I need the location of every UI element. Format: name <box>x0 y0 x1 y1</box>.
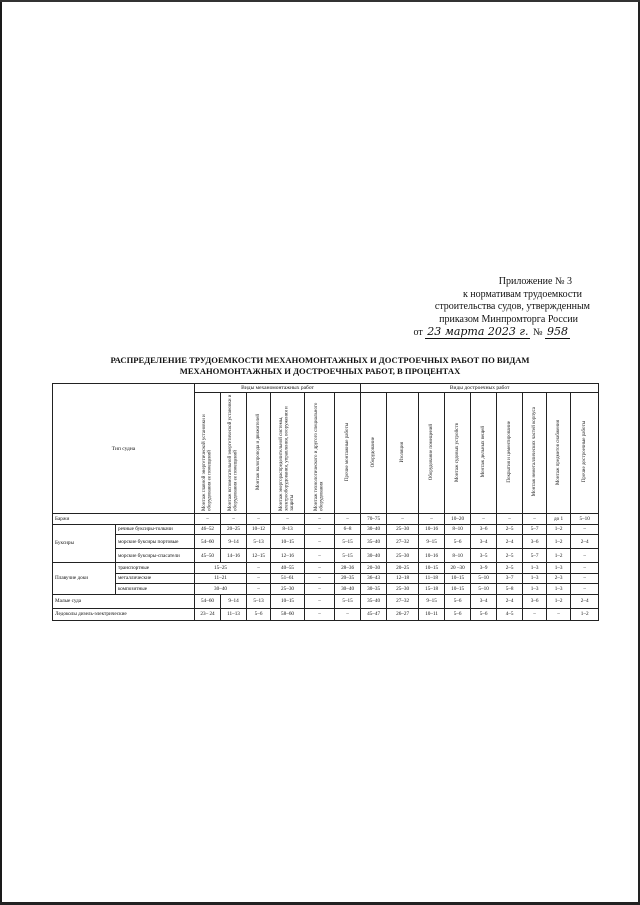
column-header: Монтаж валопровода и движителей <box>247 393 271 514</box>
table-cell: 5–15 <box>335 535 361 549</box>
table-cell: 12–18 <box>387 573 419 584</box>
table-cell: 23– 24 <box>195 608 221 620</box>
table-cell: 5–15 <box>335 549 361 563</box>
table-cell: – <box>497 514 523 525</box>
table-cell: – <box>305 594 335 608</box>
row-sub-label: композитные <box>116 584 195 595</box>
table-row <box>53 514 599 525</box>
mech-works-group-header: Виды механомонтажных работ <box>195 384 361 393</box>
appendix-line-1: Приложение № 3 <box>498 276 572 287</box>
table-cell: 5–13 <box>247 594 271 608</box>
table-cell: 20–35 <box>335 573 361 584</box>
table-cell: 9–14 <box>221 535 247 549</box>
table-cell: 2–4 <box>571 535 599 549</box>
table-cell: – <box>305 584 335 595</box>
column-header: Монтаж технологического и другого специального оборудования <box>305 393 335 514</box>
table-cell: 20–25 <box>387 563 419 574</box>
table-cell: 30–40 <box>361 524 387 535</box>
page-left-edge <box>0 0 2 905</box>
table-cell: 2–5 <box>497 563 523 574</box>
table-cell-merged: 11–21 <box>195 573 247 584</box>
table-cell: – <box>305 573 335 584</box>
row-group-label: Плавучие доки <box>53 563 116 595</box>
row-label: Малые суда <box>53 594 195 608</box>
column-header: Прочие достроечные работы <box>571 393 599 514</box>
table-cell: – <box>571 549 599 563</box>
finishing-works-group-header: Виды достроечных работ <box>361 384 599 393</box>
appendix-header <box>400 276 590 340</box>
table-cell: – <box>305 514 335 525</box>
table-cell: 1–2 <box>547 535 571 549</box>
table-cell: 5–7 <box>523 524 547 535</box>
table-cell: 40–55 <box>271 563 305 574</box>
column-header: Монтаж энергораспределительной системы, электрооборудования, управления, вооружения и защиты <box>271 393 305 514</box>
table-cell: 30–40 <box>335 584 361 595</box>
table-cell: – <box>387 514 419 525</box>
table-row <box>53 563 599 574</box>
table-cell: 45–47 <box>361 608 387 620</box>
table-cell: – <box>247 573 271 584</box>
table-cell: 54–60 <box>195 535 221 549</box>
table-row <box>53 608 599 620</box>
table-cell: 1–3 <box>523 584 547 595</box>
table-cell: – <box>247 563 271 574</box>
table-cell: 46–52 <box>195 524 221 535</box>
table-cell: 5–8 <box>497 584 523 595</box>
table-row <box>53 584 599 595</box>
row-label: Баржи <box>53 514 195 525</box>
table-cell-merged: 15–25 <box>195 563 247 574</box>
table-cell: 1–3 <box>523 573 547 584</box>
table-cell: – <box>571 524 599 535</box>
row-sub-label: речные буксиры-толкачи <box>116 524 195 535</box>
table-cell: – <box>247 584 271 595</box>
table-cell: 20–30 <box>361 563 387 574</box>
distribution-table <box>52 383 599 621</box>
column-header: Изоляция <box>387 393 419 514</box>
table-cell: 58–60 <box>271 608 305 620</box>
column-header: Монтаж вспомогательной энергетической установки и оборудования ее помещений <box>221 393 247 514</box>
table-cell: 6–8 <box>335 524 361 535</box>
document-title <box>0 355 640 377</box>
table-cell: 1–2 <box>547 594 571 608</box>
table-cell: 5–10 <box>471 584 497 595</box>
table-cell: 35–40 <box>361 594 387 608</box>
table-cell: 10–15 <box>419 563 445 574</box>
table-cell: – <box>571 584 599 595</box>
table-cell: 25–30 <box>387 549 419 563</box>
table-cell: 3–4 <box>471 594 497 608</box>
table-cell: 1–3 <box>523 563 547 574</box>
table-cell: 12–16 <box>271 549 305 563</box>
column-header: Монтаж главной энергетической установки и оборудования ее помещений <box>195 393 221 514</box>
table-cell: 2–5 <box>497 549 523 563</box>
table-cell-merged: 30–40 <box>195 584 247 595</box>
table-cell: 10–15 <box>271 594 305 608</box>
table-cell: 10–20 <box>445 514 471 525</box>
date-prefix: от <box>413 327 423 338</box>
row-sub-label: морские буксиры-спасатели <box>116 549 195 563</box>
title-line-2: МЕХАНОМОНТАЖНЫХ И ДОСТРОЕЧНЫХ РАБОТ, В ПРОЦЕНТАХ <box>179 366 461 376</box>
appendix-date-line <box>400 326 590 340</box>
table-cell: 12–15 <box>247 549 271 563</box>
handwritten-date: 23 марта 2023 г. <box>427 325 529 338</box>
row-label: Ледоколы дизель-электрические <box>53 608 195 620</box>
table-cell: 3–6 <box>471 524 497 535</box>
table-row <box>53 549 599 563</box>
table-cell: 10–16 <box>419 549 445 563</box>
table-cell: 10–16 <box>419 524 445 535</box>
row-sub-label: морские буксиры портовые <box>116 535 195 549</box>
table-row <box>53 573 599 584</box>
table-cell: 51–61 <box>271 573 305 584</box>
table-cell: 2–5 <box>497 524 523 535</box>
table-cell: 3–5 <box>471 549 497 563</box>
table-cell: 30–40 <box>361 549 387 563</box>
column-header: Монтаж дельных вещей <box>471 393 497 514</box>
table-cell: до 1 <box>547 514 571 525</box>
table-cell: – <box>305 535 335 549</box>
table-cell: 5–6 <box>247 608 271 620</box>
table-row <box>53 594 599 608</box>
appendix-line-2: к нормативам трудоемкости <box>462 288 582 300</box>
table-cell: 1–2 <box>547 549 571 563</box>
table-cell: 10–11 <box>419 608 445 620</box>
table-cell: – <box>419 514 445 525</box>
table-cell: 5–6 <box>445 608 471 620</box>
table-row <box>53 535 599 549</box>
table-cell: 4–5 <box>497 608 523 620</box>
row-sub-label: металлические <box>116 573 195 584</box>
table-cell: – <box>335 514 361 525</box>
table-cell: 3–9 <box>471 563 497 574</box>
table-cell: – <box>271 514 305 525</box>
table-cell: – <box>523 608 547 620</box>
table-row <box>53 524 599 535</box>
table-cell: – <box>221 514 247 525</box>
table-cell: 1–2 <box>547 524 571 535</box>
table-cell: 8–13 <box>271 524 305 535</box>
table-cell: 5–7 <box>523 549 547 563</box>
table-cell: – <box>335 608 361 620</box>
table-cell: 14–16 <box>221 549 247 563</box>
column-header: Монтаж предметов снабжения <box>547 393 571 514</box>
table-cell: 8–10 <box>445 549 471 563</box>
table-cell: 25–30 <box>387 584 419 595</box>
number-prefix: № <box>532 327 543 338</box>
column-header: Покрытия и цементирование <box>497 393 523 514</box>
table-cell: 1–2 <box>571 608 599 620</box>
table-cell: 2–3 <box>547 573 571 584</box>
table-cell: 2–4 <box>571 594 599 608</box>
table-cell: 1–3 <box>547 563 571 574</box>
column-header: Оборудование <box>361 393 387 514</box>
table-cell: 26–27 <box>387 608 419 620</box>
table-cell: 5–10 <box>571 514 599 525</box>
table-cell: 20–25 <box>221 524 247 535</box>
table-cell: – <box>247 514 271 525</box>
table-cell: 5–13 <box>247 535 271 549</box>
appendix-line-4: приказом Минпромторга России <box>439 313 578 325</box>
table-cell: – <box>305 549 335 563</box>
table-cell: – <box>571 563 599 574</box>
page-top-edge <box>0 0 640 2</box>
table-cell: 9–15 <box>419 535 445 549</box>
table-cell: – <box>195 514 221 525</box>
table-cell: 5–15 <box>335 594 361 608</box>
table-cell: 1–3 <box>547 584 571 595</box>
ship-type-header: Тип судна <box>53 384 195 514</box>
title-line-1: РАСПРЕДЕЛЕНИЕ ТРУДОЕМКОСТИ МЕХАНОМОНТАЖНЫХ И ДОСТРОЕЧНЫХ РАБОТ ПО ВИДАМ <box>110 355 530 365</box>
table-cell: 35–40 <box>361 535 387 549</box>
table-cell: 10–15 <box>445 573 471 584</box>
table-cell: 2–4 <box>497 594 523 608</box>
table-cell: – <box>305 563 335 574</box>
table-cell: 8–10 <box>445 524 471 535</box>
table-cell: 9–15 <box>419 594 445 608</box>
table-cell: 11–18 <box>419 573 445 584</box>
table-cell: 54–60 <box>195 594 221 608</box>
table-cell: 5–6 <box>445 594 471 608</box>
table-cell: 9–14 <box>221 594 247 608</box>
table-cell: – <box>471 514 497 525</box>
table-cell: 20 –30 <box>445 563 471 574</box>
table-cell: 27–32 <box>387 535 419 549</box>
table-cell: 27–32 <box>387 594 419 608</box>
table-cell: 45–50 <box>195 549 221 563</box>
table-cell: 2–4 <box>497 535 523 549</box>
table-cell: 5–6 <box>471 608 497 620</box>
table-cell: 28–36 <box>335 563 361 574</box>
table-cell: 25–30 <box>387 524 419 535</box>
appendix-line-3: строительства судов, утвержденным <box>434 301 590 312</box>
table-cell: – <box>305 524 335 535</box>
table-cell: 25–30 <box>271 584 305 595</box>
table-cell: 10–12 <box>247 524 271 535</box>
row-sub-label: транспортные <box>116 563 195 574</box>
table-cell: 15–18 <box>419 584 445 595</box>
table-cell: 5–6 <box>445 535 471 549</box>
table-cell: 30–35 <box>361 584 387 595</box>
table-cell: 10–15 <box>445 584 471 595</box>
table-cell: – <box>523 514 547 525</box>
column-header: Оборудование помещений <box>419 393 445 514</box>
column-header: Прочие монтажные работы <box>335 393 361 514</box>
handwritten-number: 958 <box>547 325 568 338</box>
table-cell: 3–6 <box>523 594 547 608</box>
table-cell: – <box>571 573 599 584</box>
table-cell: 11–13 <box>221 608 247 620</box>
table-cell: – <box>305 608 335 620</box>
table-cell: 3–7 <box>497 573 523 584</box>
table-cell: 3–6 <box>523 535 547 549</box>
table-cell: 10–15 <box>271 535 305 549</box>
column-header: Монтаж неметаллических частей корпуса <box>523 393 547 514</box>
column-header: Монтаж судовых устройств <box>445 393 471 514</box>
table-cell: – <box>547 608 571 620</box>
table-cell: 70–75 <box>361 514 387 525</box>
row-group-label: Буксиры <box>53 524 116 563</box>
table-cell: 36–43 <box>361 573 387 584</box>
table-cell: 3–4 <box>471 535 497 549</box>
table-cell: 5–10 <box>471 573 497 584</box>
